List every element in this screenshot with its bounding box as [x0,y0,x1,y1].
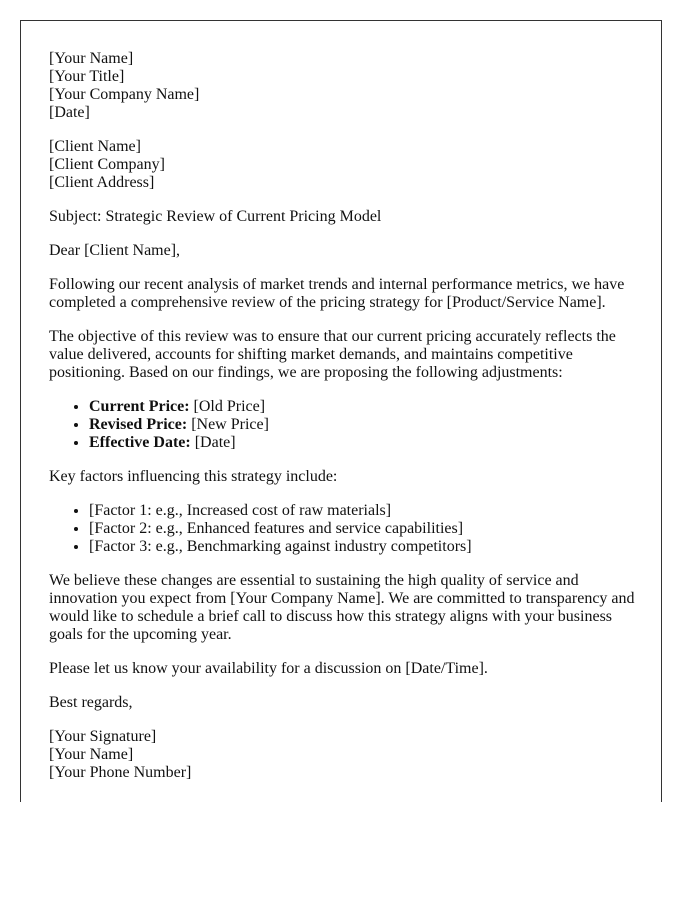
signoff-closing: Best regards, [49,694,133,711]
letter-page [20,20,662,802]
adjustment-value: [Date] [190,434,236,451]
availability-paragraph: Please let us know your availability for a discussion on [Date/Time]. [49,660,488,677]
signature: [Your Signature] [49,728,157,745]
subject-line: Subject: Strategic Review of Current Pricing Model [49,208,382,225]
signoff-phone: [Your Phone Number] [49,764,192,781]
signature-block [49,728,639,782]
sender-title: [Your Title] [49,68,125,85]
recipient-name: [Client Name] [49,138,141,155]
adjustment-item [89,398,639,416]
adjustment-label: Effective Date: [89,434,191,451]
factor-item: • [Factor 3: e.g., Benchmarking against industry competitors] [89,538,639,556]
adjustment-item [89,416,639,434]
adjustments-list [49,398,639,452]
sender-company: [Your Company Name] [49,86,200,103]
factors-list [49,502,639,556]
factor-item: • [Factor 2: e.g., Enhanced features and service capabilities] [89,520,639,538]
objective-paragraph: The objective of this review was to ensure that our current pricing accurately reflects the value delivered, accounts for shifting market demands, and maintains competitive positioning. Based on our findings, we are proposing the following adjustments: [49,328,616,381]
adjustment-item [89,434,639,452]
recipient-company: [Client Company] [49,156,165,173]
recipient-block [49,138,639,192]
sender-name: [Your Name] [49,50,134,67]
recipient-address: [Client Address] [49,174,155,191]
intro-paragraph: Following our recent analysis of market trends and internal performance metrics, we have completed a comprehensive review of the pricing strategy for [Product/Service Name]. [49,276,625,311]
letter-date: [Date] [49,104,90,121]
adjustment-value: [Old Price] [189,398,266,415]
factors-intro: Key factors influencing this strategy include: [49,468,338,485]
closing-paragraph: We believe these changes are essential to sustaining the high quality of service and innovation you expect from [Your Company Name]. We are committed to transparency and would like to schedule a brief call to discuss how this strategy aligns with your business goals for the upcoming year. [49,572,635,643]
adjustment-value: [New Price] [187,416,269,433]
adjustment-label: Revised Price: [89,416,188,433]
salutation: Dear [Client Name], [49,242,181,259]
factor-item: • [Factor 1: e.g., Increased cost of raw materials] [89,502,639,520]
adjustment-label: Current Price: [89,398,190,415]
sender-block [49,50,639,122]
letter-content [49,50,639,798]
signoff-name: [Your Name] [49,746,134,763]
